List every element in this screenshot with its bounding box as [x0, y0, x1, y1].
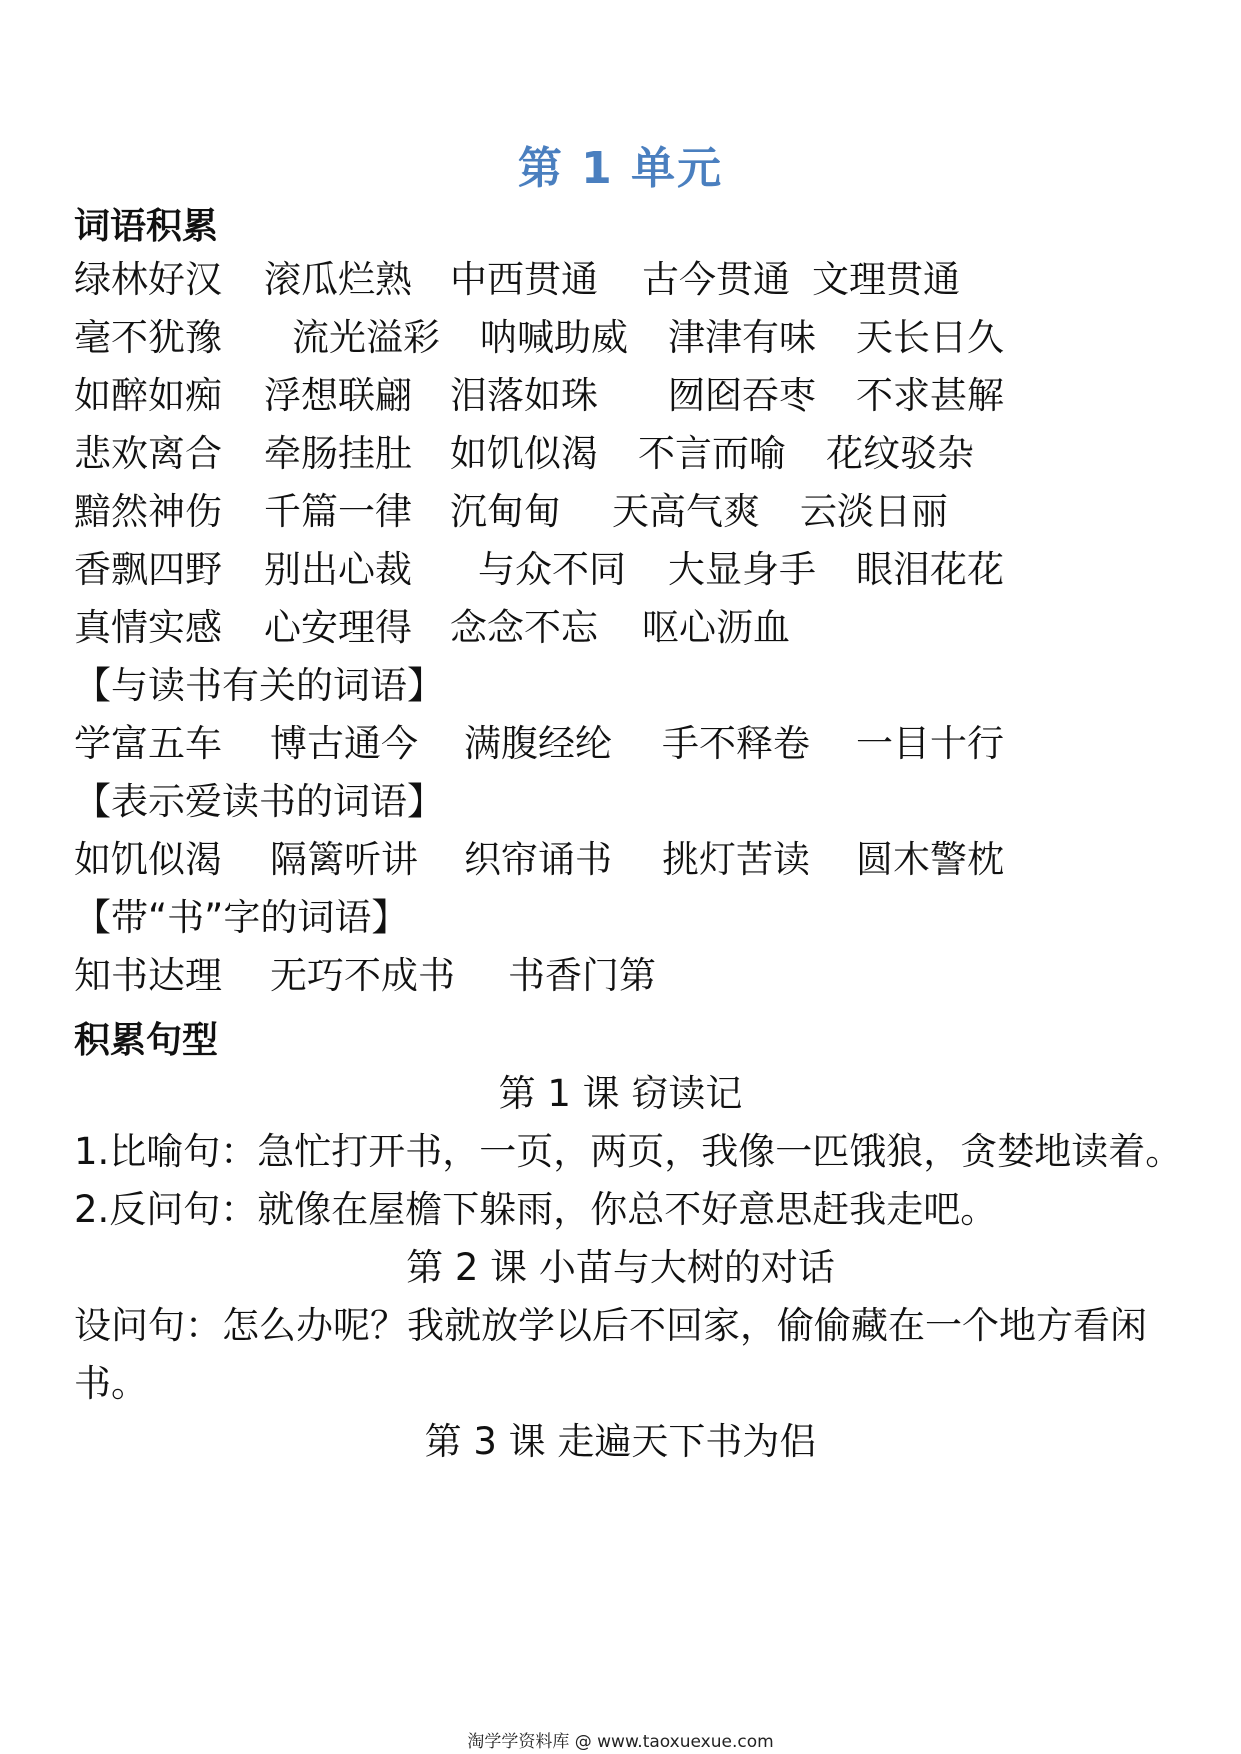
word: 眼泪花花 — [856, 548, 1004, 591]
word: 与众不同 — [478, 548, 626, 591]
word: 花纹驳杂 — [826, 432, 974, 475]
word: 津津有味 — [668, 316, 816, 359]
word: 沉甸甸 — [450, 490, 561, 533]
word: 满腹经纶 — [464, 722, 612, 765]
word: 如饥似渴 — [450, 432, 598, 475]
word: 呕心沥血 — [642, 606, 790, 649]
unit-title: 第 1 单元 — [517, 143, 724, 194]
word: 知书达理 — [74, 954, 222, 997]
word: 天高气爽 — [612, 490, 760, 533]
word: 挑灯苦读 — [662, 838, 810, 881]
word: 牵肠挂肚 — [264, 432, 412, 475]
word-row-2 — [74, 313, 1174, 363]
group-heading-shu-words: 【带“书”字的词语】 — [74, 896, 409, 939]
word: 悲欢离合 — [74, 432, 222, 475]
word: 呐喊助威 — [480, 316, 628, 359]
word: 真情实感 — [74, 606, 222, 649]
word: 大显身手 — [668, 548, 816, 591]
word: 如醉如痴 — [74, 374, 222, 417]
word: 书香门第 — [508, 954, 656, 997]
sentence: 书。 — [74, 1362, 148, 1405]
word: 如饥似渴 — [74, 838, 222, 881]
sentence: 2.反问句：就像在屋檐下躲雨，你总不好意思赶我走吧。 — [74, 1188, 998, 1231]
group-heading-love-reading: 【表示爱读书的词语】 — [74, 780, 444, 823]
lesson-title-1: 第 1 课 窃读记 — [498, 1072, 743, 1115]
lesson-title-2: 第 2 课 小苗与大树的对话 — [406, 1246, 835, 1289]
word: 绿林好汉 — [74, 258, 222, 301]
word: 天长日久 — [856, 316, 1004, 359]
word: 不言而喻 — [638, 432, 786, 475]
sentence: 设问句：怎么办呢？我就放学以后不回家，偷偷藏在一个地方看闲 — [74, 1304, 1147, 1347]
word: 滚瓜烂熟 — [264, 258, 412, 301]
word: 博古通今 — [270, 722, 418, 765]
page-footer: 淘学学资料库 @ www.taoxuexue.com — [467, 1732, 774, 1752]
word: 古今贯通 — [642, 258, 790, 301]
word: 不求甚解 — [856, 374, 1004, 417]
section-heading-sentences: 积累句型 — [74, 1020, 219, 1061]
word: 隔篱听讲 — [270, 838, 418, 881]
word-row-7 — [74, 603, 1174, 653]
word: 圆木警枕 — [856, 838, 1004, 881]
word: 心安理得 — [264, 606, 412, 649]
word: 千篇一律 — [264, 490, 412, 533]
word: 文理贯通 — [812, 258, 960, 301]
word: 浮想联翩 — [264, 374, 412, 417]
word: 流光溢彩 — [292, 316, 440, 359]
word: 泪落如珠 — [450, 374, 598, 417]
group-words-shu — [74, 951, 1174, 1001]
word: 毫不犹豫 — [74, 316, 222, 359]
lesson-title-3: 第 3 课 走遍天下书为侣 — [424, 1420, 817, 1463]
group-words-reading — [74, 719, 1174, 769]
word-row-6 — [74, 545, 1174, 595]
sentence: 1.比喻句：急忙打开书，一页，两页，我像一匹饿狼，贪婪地读着。 — [74, 1130, 1183, 1173]
word: 织帘诵书 — [464, 838, 612, 881]
word: 中西贯通 — [450, 258, 598, 301]
word: 学富五车 — [74, 722, 222, 765]
word: 一目十行 — [856, 722, 1004, 765]
word-row-3 — [74, 371, 1174, 421]
word: 无巧不成书 — [270, 954, 455, 997]
word: 念念不忘 — [450, 606, 598, 649]
word: 别出心裁 — [264, 548, 412, 591]
group-words-love-reading — [74, 835, 1174, 885]
word: 囫囵吞枣 — [668, 374, 816, 417]
word: 云淡日丽 — [800, 490, 948, 533]
word-row-5 — [74, 487, 1174, 537]
word: 黯然神伤 — [74, 490, 222, 533]
section-heading-vocabulary: 词语积累 — [74, 206, 219, 247]
word-row-4 — [74, 429, 1174, 479]
word: 手不释卷 — [662, 722, 810, 765]
word-row-1 — [74, 255, 1174, 305]
word: 香飘四野 — [74, 548, 222, 591]
group-heading-reading: 【与读书有关的词语】 — [74, 664, 444, 707]
